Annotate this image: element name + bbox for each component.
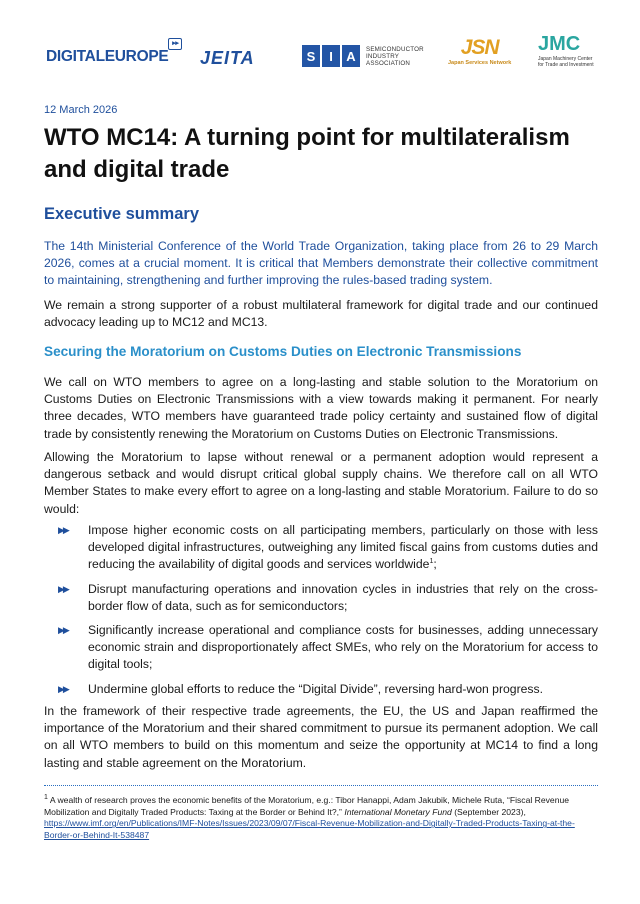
sia-logo-text: SEMICONDUCTOR INDUSTRY ASSOCIATION xyxy=(366,45,424,67)
jsn-logo xyxy=(448,36,511,66)
double-chevron-right-icon: ▶▶ xyxy=(58,525,68,535)
jsn-logo-mark: JSN xyxy=(460,36,499,59)
footnote-divider xyxy=(44,785,598,786)
moratorium-section-heading: Securing the Moratorium on Customs Duties on Electronic Transmissions xyxy=(44,344,522,359)
list-item: ▶▶ Undermine global efforts to reduce the “Digital Divide”, reversing hard-won progress. xyxy=(44,681,598,698)
jmc-logo xyxy=(538,32,594,68)
jsn-logo-subtitle: Japan Services Network xyxy=(448,60,512,66)
executive-summary-heading: Executive summary xyxy=(44,205,200,223)
digitaleurope-logo-text: DIGITALEUROPE xyxy=(46,48,169,65)
list-item: ▶▶ Disrupt manufacturing operations and innovation cycles in industries that rely on the cross-border flow of data, such as for semiconductors; xyxy=(58,581,598,613)
footnote-reference[interactable]: 1 xyxy=(429,558,434,566)
sia-letter-a: A xyxy=(342,45,360,67)
double-chevron-right-icon: ▶▶ xyxy=(58,625,68,636)
partner-logos xyxy=(46,33,598,80)
executive-summary-intro: The 14th Ministerial Conference of the World Trade Organization, taking place from 26 to 29 March 2026, comes at a crucial moment. It is critical that Members demonstrate their collective commitment to maintaining, strengthening and further improving the rules-based trading system. xyxy=(44,239,598,288)
digitaleurope-chevron-icon: ▸▸ xyxy=(168,38,182,50)
consequences-list xyxy=(44,522,598,698)
double-chevron-right-icon: ▶▶ xyxy=(58,583,68,594)
jmc-logo-subtitle: Japan Machinery Center for Trade and Investment xyxy=(538,56,594,68)
digitaleurope-logo xyxy=(46,40,179,66)
moratorium-paragraph-2: Allowing the Moratorium to lapse without renewal or a permanent adoption would represent a dangerous setback and would disrupt critical global supply chains. We therefore call on all WTO Member States to make every effort to agree on a long-lasting and stable Moratorium. Failure to do so would: xyxy=(44,450,598,516)
jeita-logo: JEITA xyxy=(200,48,255,68)
list-item: ▶▶ Significantly increase operational and compliance costs for businesses, adding unnecessary economic strain and disproportionately affect SMEs, who rely on the Moratorium for access to digital tools; xyxy=(58,623,598,672)
document-title: WTO MC14: A turning point for multilateralism and digital trade xyxy=(44,124,570,183)
sia-logo xyxy=(302,44,424,68)
footnote-link[interactable]: https://www.imf.org/en/Publications/IMF-Notes/Issues/2023/09/07/Fiscal-Revenue-Mobilization-and-Digitally-Traded-Products-Taxing-at-the-Border-or-Behind-It-538487 xyxy=(44,818,575,840)
jmc-logo-mark: JMC xyxy=(538,33,581,55)
executive-summary-support: We remain a strong supporter of a robust multilateral framework for digital trade and our continued advocacy leading up to MC12 and MC13. xyxy=(44,298,598,330)
footnote: $^1$ A wealth of research proves the economic benefits of the Moratorium, e.g.: Tibor Hanappi, Adam Jakubik, Michele Ruta, “Fiscal Revenue Mobilization and Digitally Traded Products: Taxing at the Border or Behind It?,” International Monetary Fund (September 2023), https://www.imf.org/en/Publications/IMF-Notes/Issues/2023/09/07/Fiscal-Revenue-Mobilization-and-Digitally-Traded-Products-Taxing-at-the-Border-or-Behind-It-538487 xyxy=(44,794,575,840)
double-chevron-right-icon: ▶▶ xyxy=(58,683,68,694)
list-item: ▶▶ Impose higher economic costs on all participating members, particularly on those with less developed digital infrastructures, outweighing any limited fiscal gains from customs duties and reducing the availability of digital goods and services worldwide$^1$; xyxy=(58,523,598,572)
footnote-source: International Monetary Fund xyxy=(344,806,452,817)
sia-letter-i: I xyxy=(322,45,340,67)
document-date: 12 March 2026 xyxy=(44,104,118,116)
footnote-number: 1 xyxy=(44,794,48,802)
moratorium-paragraph-3: In the framework of their respective trade agreements, the EU, the US and Japan reaffirmed the importance of the Moratorium and their shared commitment to pursue its permanent adoption. We call on all WTO members to build on this momentum and seize the opportunity at MC14 to find a long lasting and stable agreement on the Moratorium. xyxy=(44,704,598,770)
sia-letter-s: S xyxy=(302,45,320,67)
moratorium-paragraph-1: We call on WTO members to agree on a long-lasting and stable solution to the Moratorium on Customs Duties on Electronic Transmissions with a view towards making it permanent. For nearly three decades, WTO members have guaranteed trade policy certainty and sustained flow of digital trade by consistently renewing the Moratorium on Customs Duties on Electronic Transmissions. xyxy=(44,375,598,441)
